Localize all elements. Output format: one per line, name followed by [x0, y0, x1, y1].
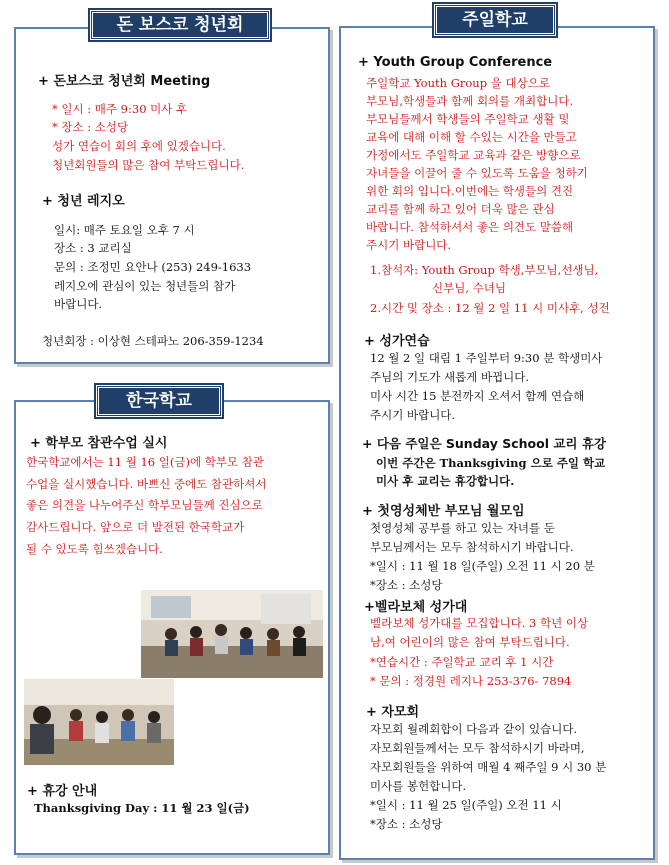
conference-line-1: 주일학교 Youth Group 을 대상으로 [366, 76, 550, 90]
meeting-time: * 일시 : 매주 9:30 미사 후 [52, 102, 188, 116]
choir-practice-line-3: 미사 시간 15 분전까지 오셔서 함께 연습해 [370, 389, 585, 403]
meeting-note-2: 청년회원들의 많은 참여 부탁드립니다. [52, 158, 245, 172]
holiday-date: Thanksgiving Day : 11 월 23 일(금) [34, 801, 250, 815]
korean-school-tab: 한국학교 [96, 385, 222, 417]
conference-time-place: 2.시간 및 장소 : 12 월 2 일 11 시 미사후, 성전 [370, 301, 610, 315]
bellavoce-line-2: 남,여 어린이의 많은 참여 부탁드립니다. [370, 635, 570, 649]
conference-line-7: 위한 회의 입니다.이번에는 학생들의 견진 [366, 184, 574, 198]
parent-visit-line-4: 감사드립니다. 앞으로 더 발전된 한국학교가 [26, 520, 245, 534]
holiday-heading: + 휴강 안내 [27, 784, 98, 799]
legio-contact: 문의 : 조정민 요안나 (253) 249-1633 [54, 260, 252, 274]
students-photo-image [24, 679, 174, 765]
conference-attendees-cont: 신부님, 수녀님 [432, 281, 506, 295]
parent-visit-line-5: 될 수 있도록 힘쓰겠습니다. [26, 542, 163, 556]
mothers-club-heading: + 자모회 [366, 705, 420, 720]
next-week-line-2: 미사 후 교리는 휴강합니다. [376, 474, 515, 488]
don-bosco-tab: 돈 보스코 청년회 [90, 10, 270, 40]
conference-line-10: 주시기 바랍니다. [366, 238, 452, 252]
legio-heading: + 청년 레지오 [42, 194, 125, 209]
classroom-photo [141, 590, 323, 678]
conference-line-2: 부모님,학생들과 함께 회의를 개최합니다. [366, 94, 574, 108]
first-communion-line-2: 부모님께서는 모두 참석하시기 바랍니다. [370, 540, 574, 554]
conference-line-9: 바랍니다. 참석하셔서 좋은 의견도 말씀해 [366, 220, 574, 234]
next-week-line-1: 이번 주간은 Thanksgiving 으로 주일 학교 [376, 456, 606, 470]
conference-line-6: 자녀들을 이끌어 줄 수 있도록 도움을 청하기 [366, 166, 588, 180]
bellavoce-heading: +벨라보체 성가대 [364, 600, 468, 615]
mothers-club-time: *일시 : 11 월 25 일(주일) 오전 11 시 [370, 798, 562, 812]
legio-note-1: 레지오에 관심이 있는 청년들의 참가 [54, 279, 236, 293]
meeting-place: * 장소 : 소성당 [52, 120, 129, 134]
classroom-photo-image [141, 590, 323, 678]
choir-practice-line-2: 주님의 기도가 새롭게 바뀝니다. [370, 370, 530, 384]
parent-visit-heading: + 학부모 참관수업 실시 [30, 436, 168, 451]
first-communion-line-1: 첫영성체 공부를 하고 있는 자녀를 둔 [370, 521, 555, 535]
choir-practice-line-4: 주시기 바랍니다. [370, 408, 456, 422]
students-photo [24, 679, 174, 765]
mothers-club-line-2: 자모회원들께서는 모두 참석하시기 바라며, [370, 741, 585, 755]
conference-line-5: 가정에서도 주일학교 교육과 같은 방향으로 [366, 148, 581, 162]
first-communion-time: *일시 : 11 월 18 일(주일) 오전 11 시 20 분 [370, 559, 595, 573]
sunday-school-tab: 주일학교 [434, 4, 556, 36]
mothers-club-line-1: 자모회 월례회합이 다음과 같이 있습니다. [370, 722, 578, 736]
legio-place: 장소 : 3 교리실 [54, 241, 132, 255]
meeting-heading: + 돈보스코 청년회 Meeting [38, 74, 211, 89]
conference-line-3: 부모님들께서 학생들의 주일학교 생활 및 [366, 112, 570, 126]
legio-time: 일시: 매주 토요일 오후 7 시 [54, 223, 195, 237]
choir-practice-line-1: 12 월 2 일 대림 1 주일부터 9:30 분 학생미사 [370, 351, 603, 365]
parent-visit-line-1: 한국학교에서는 11 월 16 일(금)에 학부모 참관 [26, 455, 264, 469]
parent-visit-line-3: 좋은 의견을 나누어주신 학부모님들께 진심으로 [26, 498, 263, 512]
bellavoce-line-1: 벨라보체 성가대를 모집합니다. 3 학년 이상 [370, 616, 589, 630]
meeting-note-1: 성가 연습이 회의 후에 있겠습니다. [52, 139, 226, 153]
mothers-club-line-3: 자모회원들을 위하여 매월 4 째주일 9 시 30 분 [370, 760, 607, 774]
conference-attendees: 1.참석자: Youth Group 학생,부모님,선생님, [370, 263, 599, 277]
parent-visit-line-2: 수업을 실시했습니다. 바쁘신 중에도 참관하셔서 [26, 477, 267, 491]
youth-president: 청년회장 : 이상현 스테파노 206-359-1234 [42, 334, 264, 348]
legio-note-2: 바랍니다. [54, 297, 103, 311]
bellavoce-practice-time: *연습시간 : 주일학교 교리 후 1 시간 [370, 655, 554, 669]
conference-heading: + Youth Group Conference [358, 55, 553, 70]
first-communion-place: *장소 : 소성당 [370, 578, 443, 592]
conference-line-8: 교리를 함께 하고 있어 더욱 많은 관심 [366, 202, 555, 216]
choir-practice-heading: + 성가연습 [364, 334, 430, 349]
mothers-club-line-4: 미사를 봉헌합니다. [370, 779, 467, 793]
next-week-heading: + 다음 주일은 Sunday School 교리 휴강 [362, 436, 606, 451]
mothers-club-place: *장소 : 소성당 [370, 817, 443, 831]
first-communion-heading: + 첫영성체반 부모님 월모임 [362, 504, 525, 519]
bellavoce-contact: * 문의 : 정경원 레지나 253-376- 7894 [370, 674, 572, 688]
conference-line-4: 교육에 대해 이해 할 수있는 시간을 만들고 [366, 130, 577, 144]
